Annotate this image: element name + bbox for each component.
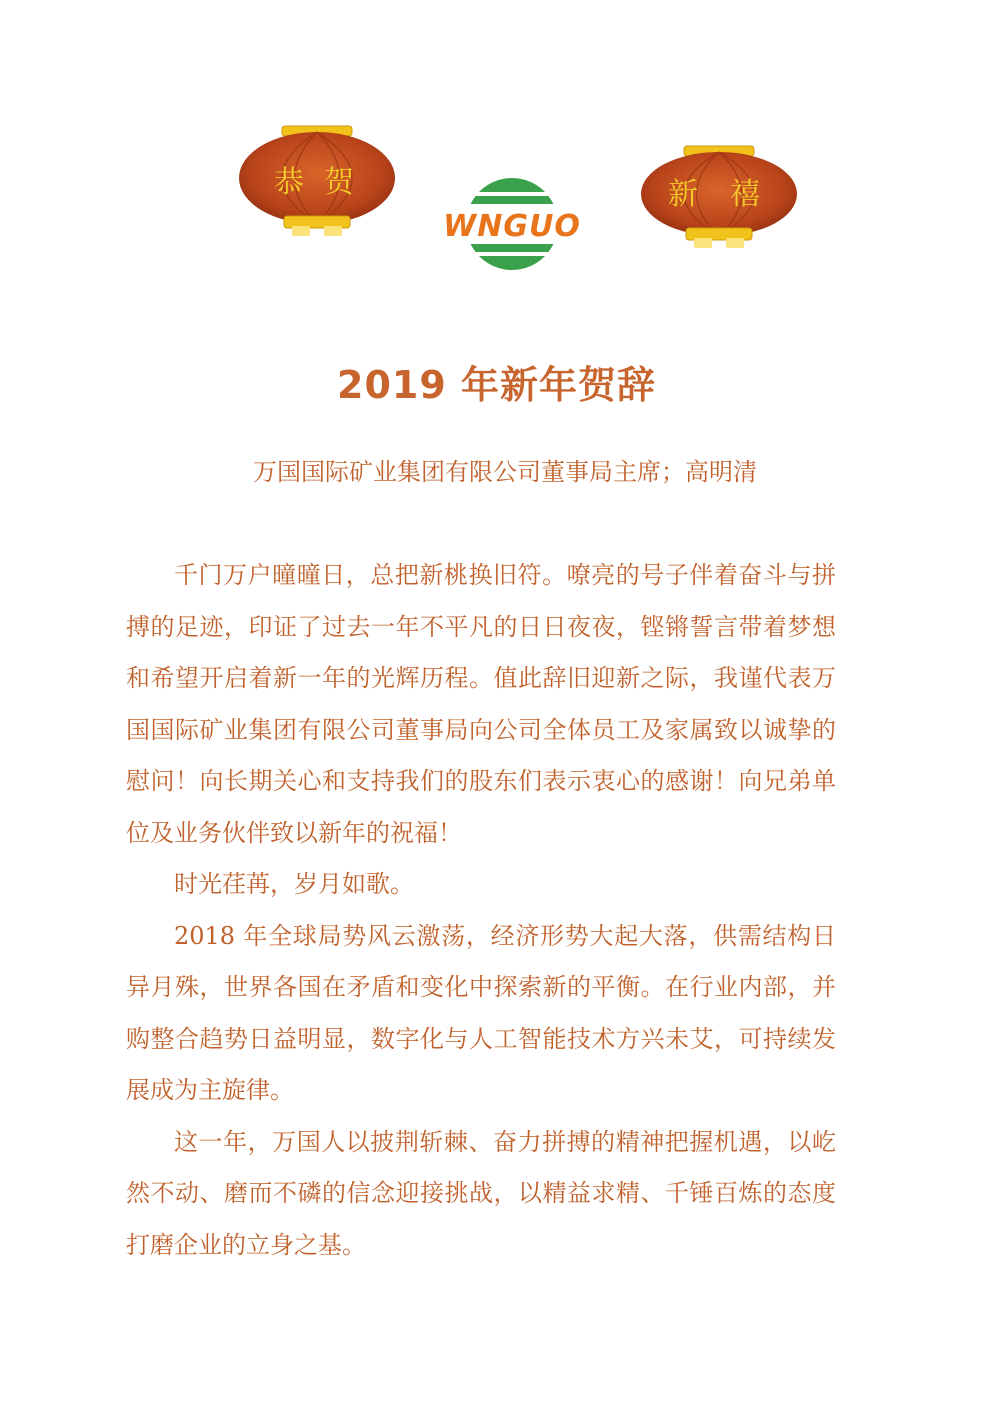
- lantern-left: [232, 118, 402, 238]
- paragraph: 2018 年全球局势风云激荡，经济形势大起大落，供需结构日异月殊，世界各国在矛盾和变化中探索新的平衡。在行业内部，并购整合趋势日益明显，数字化与人工智能技术方兴未艾，可持续发展成为主旋律。: [126, 921, 836, 1104]
- lantern-left-char2: 贺: [324, 165, 354, 200]
- author-byline: 万国国际矿业集团有限公司董事局主席；高明清: [253, 458, 757, 486]
- paragraph: 千门万户曈曈日，总把新桃换旧符。嘹亮的号子伴着奋斗与拼搏的足迹，印证了过去一年不平凡的日日夜夜，铿锵誓言带着梦想和希望开启着新一年的光辉历程。值此辞旧迎新之际，我谨代表万国国际矿业集团有限公司董事局向公司全体员工及家属致以诚挚的慰问！向长期关心和支持我们的股东们表示衷心的感谢！向兄弟单位及业务伙伴致以新年的祝福！: [126, 561, 836, 847]
- lantern-left-char1: 恭: [274, 165, 304, 200]
- paragraph: 时光荏苒，岁月如歌。: [174, 870, 414, 898]
- wnguo-logo-icon: [440, 176, 584, 272]
- lantern-icon: [232, 118, 402, 238]
- lantern-right-char1: 新: [668, 177, 698, 212]
- lantern-right-char2: 禧: [730, 177, 760, 212]
- page-title: 2019 年新年贺辞: [337, 363, 656, 407]
- logo-text: WNGUO: [443, 209, 581, 244]
- letter-body: [126, 550, 836, 1271]
- paragraph: 这一年，万国人以披荆斩棘、奋力拼搏的精神把握机遇，以屹然不动、磨而不磷的信念迎接挑战，以精益求精、千锤百炼的态度打磨企业的立身之基。: [126, 1127, 836, 1259]
- lantern-right: [634, 138, 804, 258]
- lantern-icon: [634, 138, 804, 258]
- company-logo: [440, 176, 584, 272]
